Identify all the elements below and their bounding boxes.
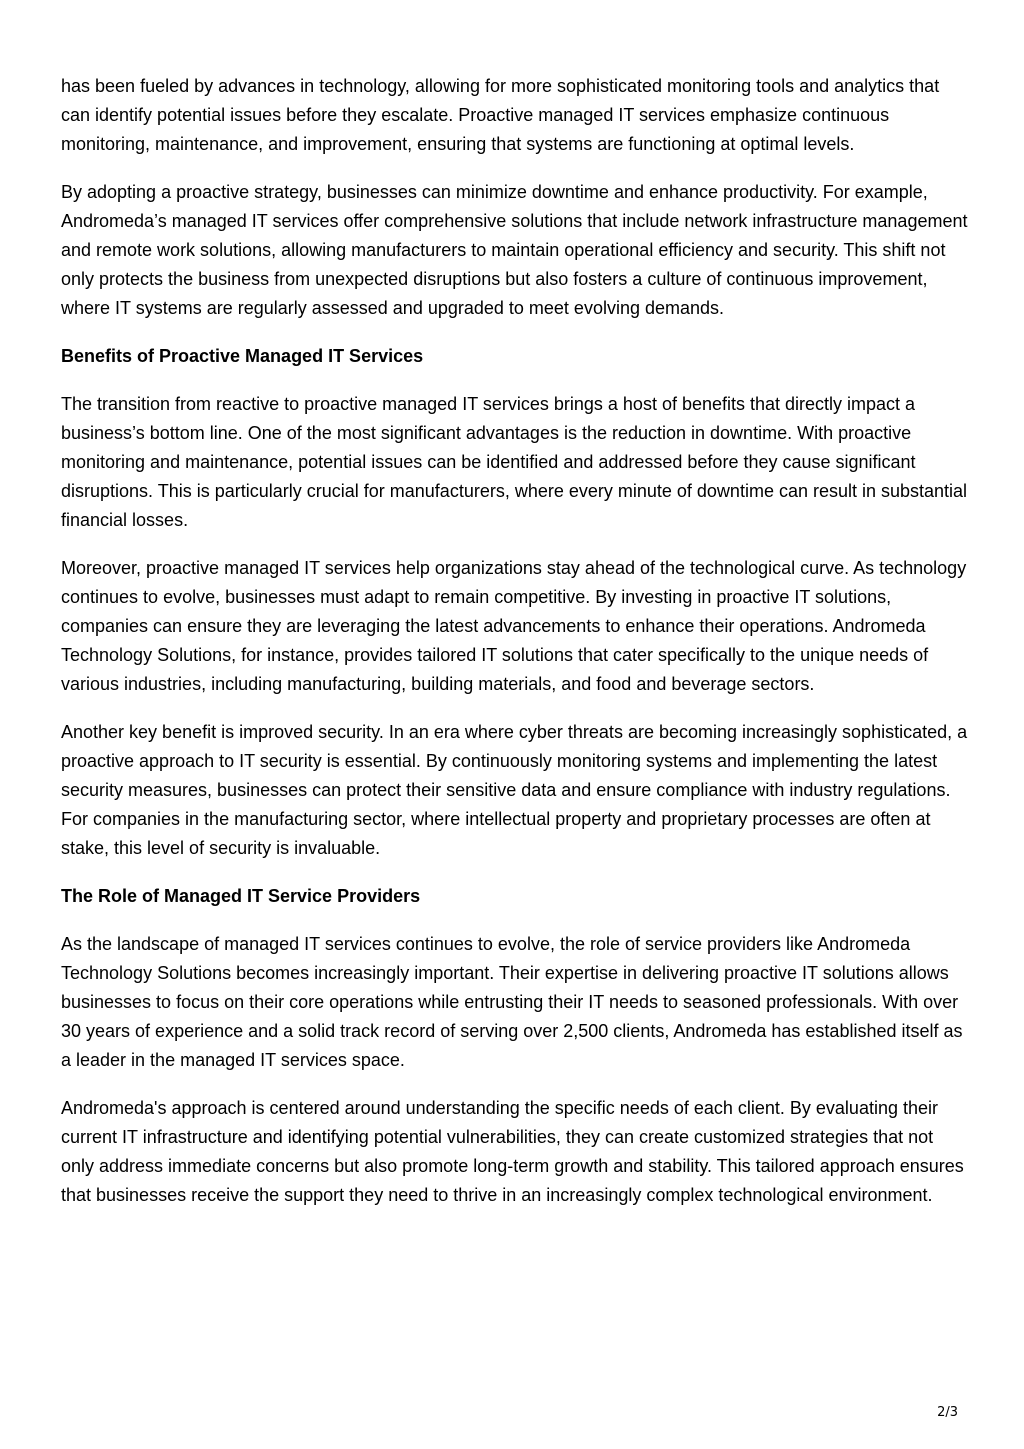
page-number: 2/3 [937,1405,958,1420]
paragraph-reduced-downtime: The transition from reactive to proactive managed IT services brings a host of benefits that directly impact a business’s bottom line. One of the most significant advantages is the reduction in downtime. With proactive monitoring and maintenance, potential issues can be identified and addressed before they cause significant disruptions. This is particularly crucial for manufacturers, where every minute of downtime can result in substantial financial losses. [61,394,968,530]
section-heading-benefits: Benefits of Proactive Managed IT Services [61,346,424,366]
paragraph-proactive-strategy: By adopting a proactive strategy, businesses can minimize downtime and enhance productivity. For example, Andromeda’s managed IT services offer comprehensive solutions that include network infrastructure management and remote work solutions, allowing manufacturers to maintain operational efficiency and security. This shift not only protects the business from unexpected disruptions but also fosters a culture of continuous improvement, where IT systems are regularly assessed and upgraded to meet evolving demands. [61,182,968,318]
paragraph-andromeda-approach: Andromeda's approach is centered around understanding the specific needs of each client. By evaluating their current IT infrastructure and identifying potential vulnerabilities, they can create customized strategies that not only address immediate concerns but also promote long-term growth and stability. This tailored approach ensures that businesses receive the support they need to thrive in an increasingly complex technological environment. [61,1098,964,1205]
section-heading-role-of-providers: The Role of Managed IT Service Providers [61,886,421,906]
paragraph-technology-advances: has been fueled by advances in technology, allowing for more sophisticated monitoring tools and analytics that can identify potential issues before they escalate. Proactive managed IT services emphasize continuous monitoring, maintenance, and improvement, ensuring that systems are functioning at optimal levels. [61,76,940,154]
document-body [61,72,971,1229]
paragraph-technological-curve: Moreover, proactive managed IT services help organizations stay ahead of the technological curve. As technology continues to evolve, businesses must adapt to remain competitive. By investing in proactive IT solutions, companies can ensure they are leveraging the latest advancements to enhance their operations. Andromeda Technology Solutions, for instance, provides tailored IT solutions that cater specifically to the unique needs of various industries, including manufacturing, building materials, and food and beverage sectors. [61,558,967,694]
paragraph-service-providers: As the landscape of managed IT services continues to evolve, the role of service providers like Andromeda Technology Solutions becomes increasingly important. Their expertise in delivering proactive IT solutions allows businesses to focus on their core operations while entrusting their IT needs to seasoned professionals. With over 30 years of experience and a solid track record of serving over 2,500 clients, Andromeda has established itself as a leader in the managed IT services space. [61,934,963,1070]
paragraph-improved-security: Another key benefit is improved security. In an era where cyber threats are becoming increasingly sophisticated, a proactive approach to IT security is essential. By continuously monitoring systems and implementing the latest security measures, businesses can protect their sensitive data and ensure compliance with industry regulations. For companies in the manufacturing sector, where intellectual property and proprietary processes are often at stake, this level of security is invaluable. [61,722,968,858]
